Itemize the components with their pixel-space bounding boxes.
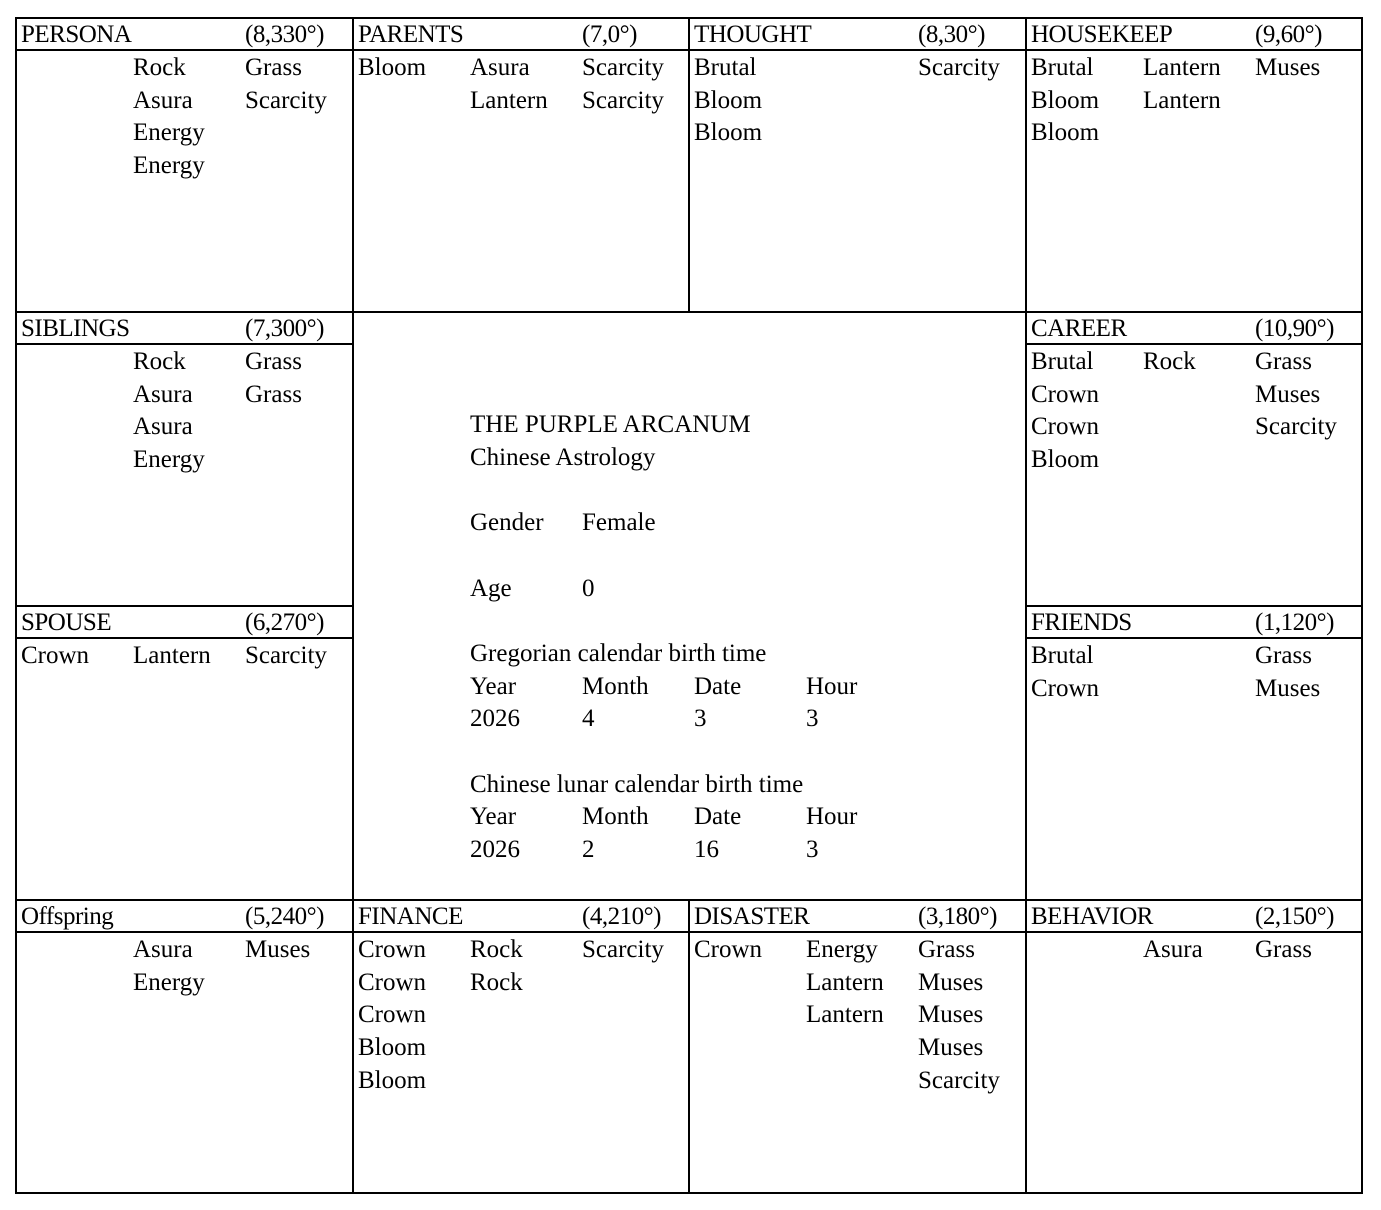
- palace-degree: (8,330°): [245, 21, 324, 48]
- star-name: Lantern: [133, 642, 211, 669]
- palace-name: SIBLINGS: [21, 315, 130, 342]
- star-name: Crown: [1031, 380, 1100, 408]
- palace-header: [690, 19, 1025, 51]
- palace-header: [690, 901, 1025, 933]
- palace-name: PARENTS: [358, 21, 464, 48]
- star-name: Grass: [1255, 348, 1312, 375]
- star-name: Scarcity: [918, 54, 1000, 81]
- star-name: Asura: [133, 86, 193, 114]
- star-name: Grass: [1255, 642, 1312, 669]
- palace-degree: (3,180°): [918, 903, 997, 930]
- lunar-heading: Chinese lunar calendar birth time: [470, 771, 804, 798]
- chart-info-panel: [352, 311, 1027, 901]
- palace-degree: (8,30°): [918, 21, 985, 48]
- palace-header: [1027, 313, 1361, 345]
- palace-degree: (7,300°): [245, 315, 324, 342]
- palace-name: THOUGHT: [694, 21, 812, 48]
- star-name: Brutal: [1031, 642, 1094, 669]
- palace-housekeep: [1025, 17, 1363, 313]
- palace-degree: (2,150°): [1255, 903, 1334, 930]
- star-name: Asura: [1143, 936, 1203, 963]
- gregorian-month-label: Month: [582, 673, 649, 700]
- palace-name: FINANCE: [358, 903, 463, 930]
- palace-header: [1027, 901, 1361, 933]
- star-name: Scarcity: [245, 642, 327, 669]
- star-name: Asura: [133, 380, 193, 408]
- palace-name: DISASTER: [694, 903, 810, 930]
- star-name: Muses: [918, 1034, 984, 1062]
- star-name: Lantern: [806, 968, 884, 996]
- star-name: Asura: [470, 54, 530, 81]
- star-name: Crown: [358, 1001, 427, 1029]
- palace-header: [17, 901, 352, 933]
- star-name: Energy: [133, 119, 205, 147]
- gregorian-year-value: 2026: [470, 705, 520, 732]
- palace-degree: (10,90°): [1255, 315, 1334, 342]
- star-name: Muses: [918, 968, 984, 996]
- star-name: Brutal: [694, 54, 757, 81]
- palace-friends: [1025, 605, 1363, 901]
- star-name: Scarcity: [918, 1066, 1000, 1094]
- star-name: Crown: [694, 936, 763, 963]
- star-name: Crown: [21, 642, 90, 669]
- palace-behavior: [1025, 899, 1363, 1194]
- star-name: Muses: [1255, 380, 1321, 408]
- age-value: 0: [582, 575, 595, 602]
- star-name: Grass: [245, 54, 302, 81]
- star-name: Rock: [133, 348, 186, 375]
- palace-career: [1025, 311, 1363, 607]
- palace-header: [1027, 19, 1361, 51]
- star-name: Scarcity: [582, 54, 664, 81]
- star-name: Muses: [1255, 674, 1321, 702]
- star-name: Muses: [918, 1001, 984, 1029]
- palace-header: [17, 19, 352, 51]
- star-name: Asura: [133, 413, 193, 441]
- star-name: Bloom: [358, 1034, 427, 1062]
- palace-disaster: [688, 899, 1027, 1194]
- star-name: Energy: [133, 152, 205, 180]
- star-name: Scarcity: [582, 936, 664, 963]
- chart-subtitle: Chinese Astrology: [470, 444, 656, 471]
- star-name: Bloom: [694, 86, 763, 114]
- palace-thought: [688, 17, 1027, 313]
- palace-name: Offspring: [21, 903, 114, 930]
- palace-name: FRIENDS: [1031, 609, 1132, 636]
- star-name: Lantern: [1143, 54, 1221, 81]
- palace-finance: [352, 899, 690, 1194]
- gregorian-date-label: Date: [694, 673, 742, 700]
- star-name: Bloom: [1031, 86, 1100, 114]
- star-name: Rock: [133, 54, 186, 81]
- palace-name: PERSONA: [21, 21, 132, 48]
- age-label: Age: [470, 575, 512, 602]
- palace-name: HOUSEKEEP: [1031, 21, 1173, 48]
- palace-header: [17, 607, 352, 639]
- palace-offspring: [15, 899, 354, 1194]
- palace-degree: (5,240°): [245, 903, 324, 930]
- palace-header: [354, 19, 688, 51]
- palace-name: CAREER: [1031, 315, 1127, 342]
- star-name: Asura: [133, 936, 193, 963]
- star-name: Scarcity: [245, 86, 327, 114]
- star-name: Bloom: [1031, 119, 1100, 147]
- palace-header: [17, 313, 352, 345]
- star-name: Bloom: [358, 54, 427, 81]
- gregorian-hour-value: 3: [806, 705, 819, 732]
- star-name: Brutal: [1031, 348, 1094, 375]
- palace-degree: (4,210°): [582, 903, 661, 930]
- gregorian-year-label: Year: [470, 673, 517, 700]
- palace-siblings: [15, 311, 354, 607]
- gregorian-heading: Gregorian calendar birth time: [470, 640, 767, 667]
- chart-title: THE PURPLE ARCANUM: [470, 411, 751, 438]
- palace-degree: (7,0°): [582, 21, 637, 48]
- lunar-date-label: Date: [694, 803, 742, 830]
- star-name: Lantern: [1143, 86, 1221, 114]
- star-name: Grass: [245, 380, 302, 408]
- gregorian-date-value: 3: [694, 705, 707, 732]
- star-name: Bloom: [358, 1066, 427, 1094]
- palace-persona: [15, 17, 354, 313]
- star-name: Scarcity: [1255, 413, 1337, 441]
- palace-name: BEHAVIOR: [1031, 903, 1153, 930]
- palace-header: [354, 901, 688, 933]
- lunar-month-value: 2: [582, 836, 595, 863]
- star-name: Muses: [1255, 54, 1321, 81]
- star-name: Crown: [358, 936, 427, 963]
- star-name: Grass: [1255, 936, 1312, 963]
- star-name: Brutal: [1031, 54, 1094, 81]
- star-name: Energy: [133, 446, 205, 474]
- gender-value: Female: [582, 509, 656, 536]
- star-name: Crown: [1031, 413, 1100, 441]
- star-name: Grass: [918, 936, 975, 963]
- star-name: Lantern: [806, 1001, 884, 1029]
- palace-spouse: [15, 605, 354, 901]
- palace-header: [1027, 607, 1361, 639]
- lunar-hour-label: Hour: [806, 803, 858, 830]
- star-name: Crown: [358, 968, 427, 996]
- star-name: Bloom: [1031, 446, 1100, 474]
- lunar-date-value: 16: [694, 836, 719, 863]
- lunar-hour-value: 3: [806, 836, 819, 863]
- palace-name: SPOUSE: [21, 609, 112, 636]
- palace-parents: [352, 17, 690, 313]
- star-name: Energy: [806, 936, 878, 963]
- star-name: Energy: [133, 968, 205, 996]
- gregorian-month-value: 4: [582, 705, 595, 732]
- palace-degree: (6,270°): [245, 609, 324, 636]
- lunar-year-label: Year: [470, 803, 517, 830]
- palace-degree: (9,60°): [1255, 21, 1322, 48]
- lunar-year-value: 2026: [470, 836, 520, 863]
- star-name: Crown: [1031, 674, 1100, 702]
- gregorian-hour-label: Hour: [806, 673, 858, 700]
- gender-label: Gender: [470, 509, 544, 536]
- star-name: Grass: [245, 348, 302, 375]
- lunar-month-label: Month: [582, 803, 649, 830]
- star-name: Lantern: [470, 86, 548, 114]
- star-name: Bloom: [694, 119, 763, 147]
- star-name: Scarcity: [582, 86, 664, 114]
- star-name: Rock: [470, 968, 523, 996]
- star-name: Rock: [470, 936, 523, 963]
- star-name: Muses: [245, 936, 311, 963]
- palace-degree: (1,120°): [1255, 609, 1334, 636]
- star-name: Rock: [1143, 348, 1196, 375]
